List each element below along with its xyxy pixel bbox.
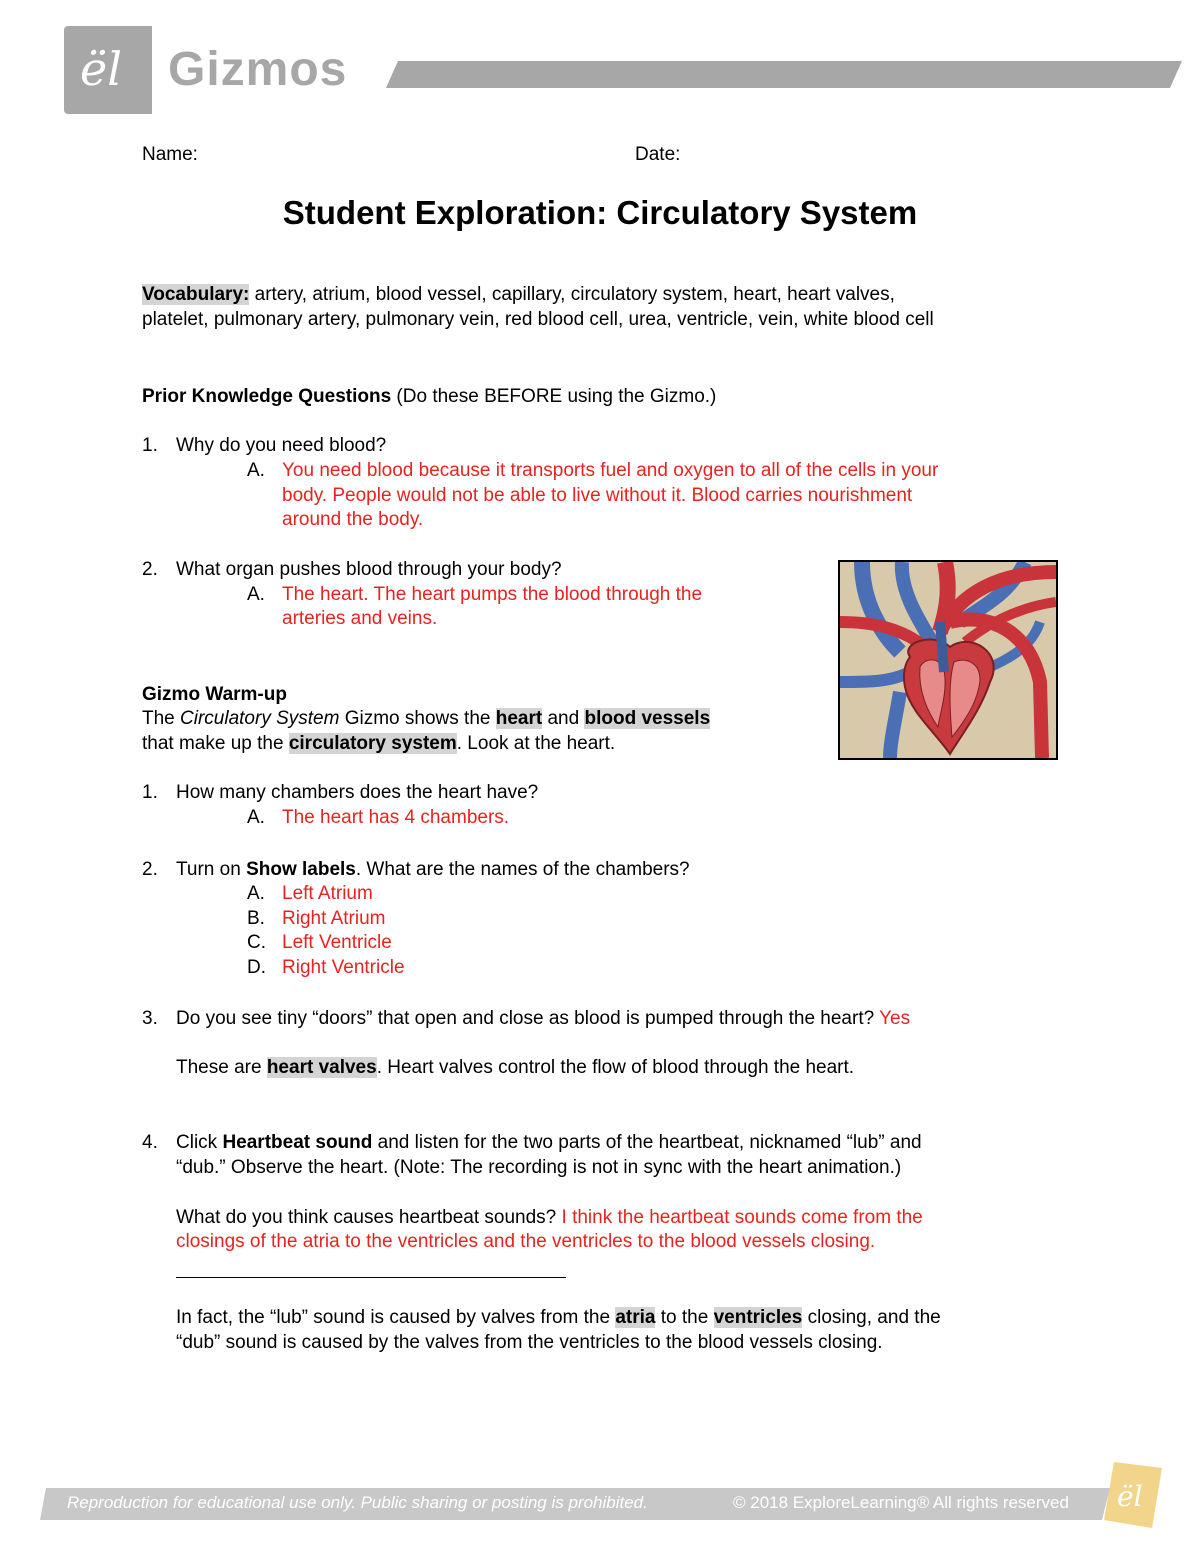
warmup-paragraph-line-1	[142, 706, 710, 731]
warmup-q2-a: Turn on	[176, 859, 247, 880]
warmup-q2-letter-b: B.	[247, 908, 265, 929]
footer-copyright: © 2018 ExploreLearning® All rights reserved	[733, 1493, 1069, 1512]
name-label: Name:	[142, 144, 198, 165]
date-label: Date:	[635, 144, 681, 165]
warmup-q4-fact-line-1	[176, 1305, 941, 1330]
prior-q1-answer-line-1: You need blood because it transports fuel and oxygen to all of the cells in your	[282, 460, 939, 481]
el-logo-glyph: ël	[80, 42, 122, 96]
warmup-q3-note-b: . Heart valves control the flow of blood through the heart.	[376, 1057, 855, 1078]
answer-blank-line	[176, 1277, 566, 1278]
prior-note: (Do these BEFORE using the Gizmo.)	[391, 386, 717, 407]
warmup-q4-l1-b: and listen for the two parts of the heartbeat, nicknamed “lub” and	[372, 1132, 922, 1153]
prior-q2-answer-line-2: arteries and veins.	[282, 608, 438, 629]
warmup-q2-number: 2.	[142, 859, 158, 880]
warmup-q4-prompt-text: What do you think causes heartbeat sounds?	[176, 1207, 562, 1228]
prior-knowledge-heading	[142, 384, 716, 409]
header-bar	[386, 61, 1182, 88]
prior-q1-letter: A.	[247, 460, 265, 481]
warmup-q3-text: Do you see tiny “doors” that open and close as blood is pumped through the heart?	[176, 1008, 880, 1029]
gizmos-logo	[64, 26, 152, 114]
explorelearning-logo-icon	[1104, 1462, 1162, 1528]
warmup-p1-italic: Circulatory System	[180, 708, 340, 729]
warmup-heading-bold: Gizmo Warm-up	[142, 684, 287, 705]
warmup-q2-answer-d: Right Ventricle	[282, 957, 405, 978]
prior-q2-question: What organ pushes blood through your body?	[176, 559, 562, 580]
prior-q1-number: 1.	[142, 435, 158, 456]
warmup-q2-answer-c: Left Ventricle	[282, 932, 392, 953]
fact1-a: In fact, the “lub” sound is caused by valves from the	[176, 1307, 616, 1328]
svg-text:ël: ël	[1117, 1480, 1143, 1513]
warmup-q2-answer-b: Right Atrium	[282, 908, 386, 929]
warmup-q4-fact-line-2: “dub” sound is caused by the valves from the ventricles to the blood vessels closing.	[176, 1332, 883, 1353]
vocab-highlight-blood-vessels: blood vessels	[584, 708, 711, 729]
prior-q2-letter: A.	[247, 584, 265, 605]
footer-disclaimer: Reproduction for educational use only. Public sharing or posting is prohibited.	[67, 1493, 648, 1512]
warmup-q1-letter: A.	[247, 807, 265, 828]
vocab-highlight-circulatory-system: circulatory system	[288, 733, 457, 754]
heart-diagram-icon	[840, 562, 1056, 758]
warmup-q2-answer-a: Left Atrium	[282, 883, 373, 904]
vocabulary-line-1	[142, 282, 895, 307]
warmup-p1-a: The	[142, 708, 181, 729]
warmup-q3-number: 3.	[142, 1008, 158, 1029]
warmup-q1-number: 1.	[142, 782, 158, 803]
prior-q1-answer-line-2: body. People would not be able to live without it. Blood carries nourishment	[282, 485, 913, 506]
warmup-heading	[142, 682, 287, 707]
warmup-q4-number: 4.	[142, 1132, 158, 1153]
warmup-q3-note-a: These are	[176, 1057, 267, 1078]
warmup-q4-l1-a: Click	[176, 1132, 223, 1153]
warmup-q4-line-2: “dub.” Observe the heart. (Note: The recording is not in sync with the heart animation.)	[176, 1157, 902, 1178]
warmup-q4-answer-line-2: closings of the atria to the ventricles and the ventricles to the blood vessels closing.	[176, 1231, 876, 1252]
warmup-p2-b: . Look at the heart.	[456, 733, 616, 754]
brand-name: Gizmos	[168, 43, 348, 96]
warmup-q1-answer: The heart has 4 chambers.	[282, 807, 510, 828]
warmup-q1-question: How many chambers does the heart have?	[176, 782, 539, 803]
vocab-highlight-atria: atria	[615, 1307, 656, 1328]
warmup-p2-a: that make up the	[142, 733, 289, 754]
warmup-q2-letter-d: D.	[247, 957, 266, 978]
warmup-p1-c: and	[542, 708, 585, 729]
vocabulary-label: Vocabulary:	[142, 284, 250, 305]
warmup-q2-question	[176, 857, 690, 882]
fact1-b: to the	[655, 1307, 714, 1328]
show-labels-control: Show labels	[246, 859, 356, 880]
vocabulary-terms-2: platelet, pulmonary artery, pulmonary vein, red blood cell, urea, ventricle, vein, white blood cell	[142, 309, 934, 330]
heartbeat-sound-control: Heartbeat sound	[222, 1132, 373, 1153]
heart-diagram-figure	[838, 560, 1058, 760]
warmup-q2-b: . What are the names of the chambers?	[355, 859, 690, 880]
fact1-c: closing, and the	[802, 1307, 941, 1328]
prior-q2-number: 2.	[142, 559, 158, 580]
vocabulary-terms-1: artery, atrium, blood vessel, capillary, circulatory system, heart, heart valves,	[249, 284, 895, 305]
page-title: Student Exploration: Circulatory System	[282, 194, 918, 231]
vocab-highlight-ventricles: ventricles	[713, 1307, 803, 1328]
prior-q2-answer-line-1: The heart. The heart pumps the blood through the	[282, 584, 703, 605]
warmup-paragraph-line-2	[142, 731, 615, 756]
warmup-q4-answer-line-1: I think the heartbeat sounds come from the	[561, 1207, 923, 1228]
warmup-q3-answer: Yes	[879, 1008, 911, 1029]
warmup-q3-note	[176, 1055, 854, 1080]
warmup-q2-letter-c: C.	[247, 932, 266, 953]
vocab-highlight-heart-valves: heart valves	[266, 1057, 377, 1078]
prior-q1-question: Why do you need blood?	[176, 435, 387, 456]
vocab-highlight-heart: heart	[495, 708, 543, 729]
warmup-q4-line-1	[176, 1130, 922, 1155]
prior-heading-bold: Prior Knowledge Questions	[142, 386, 392, 407]
prior-q1-answer-line-3: around the body.	[282, 509, 424, 530]
warmup-q3-question	[176, 1006, 910, 1031]
warmup-q2-letter-a: A.	[247, 883, 265, 904]
warmup-q4-prompt	[176, 1205, 923, 1230]
warmup-p1-b: Gizmo shows the	[339, 708, 496, 729]
